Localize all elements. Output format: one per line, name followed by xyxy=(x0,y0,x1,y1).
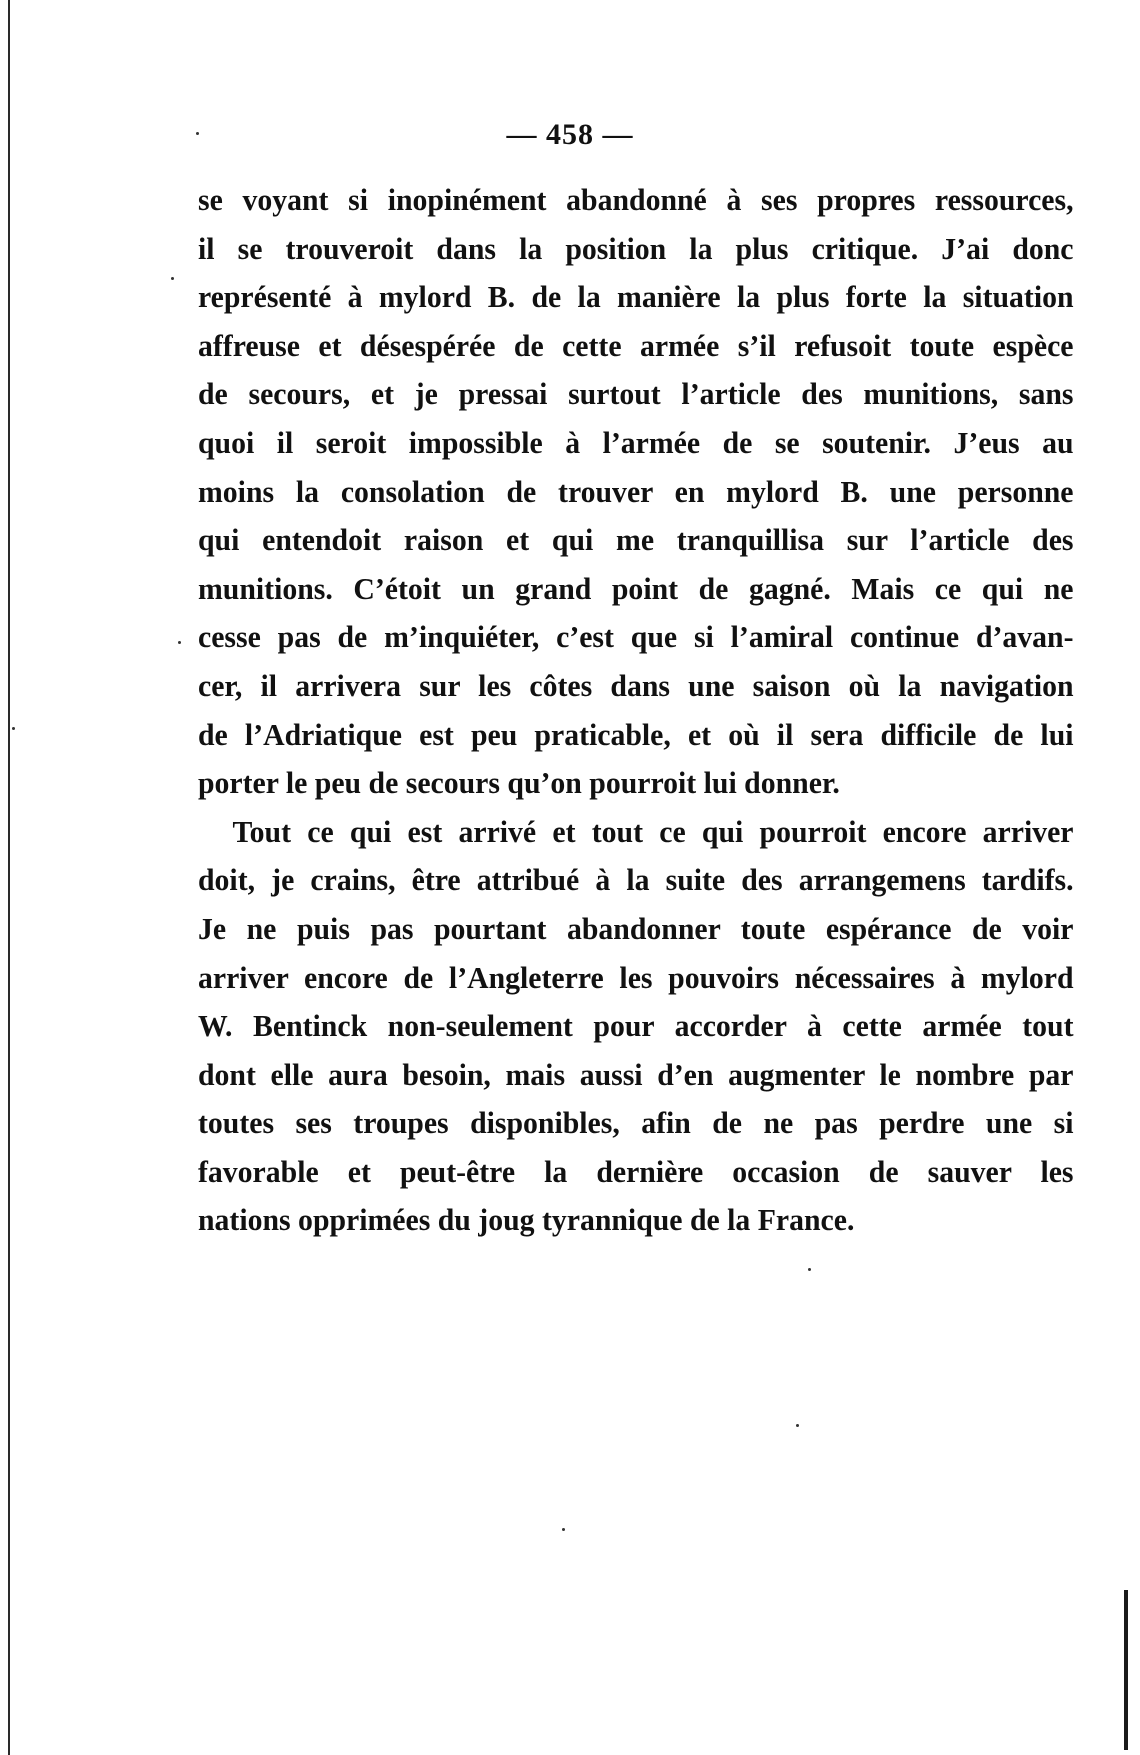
print-speck xyxy=(171,277,174,280)
body-text xyxy=(198,176,1074,1245)
print-speck xyxy=(562,1528,565,1531)
text-line: munitions. C’étoit un grand point de gagné. Mais ce qui ne xyxy=(198,570,1074,606)
text-line: porter le peu de secours qu’on pourroit lui donner. xyxy=(198,765,840,801)
text-line: se voyant si inopinément abandonné à ses propres ressources, xyxy=(198,182,1074,217)
text-line: moins la consolation de trouver en mylord B. une personne xyxy=(198,473,1074,509)
page-edge-left xyxy=(8,0,10,1755)
text-line: nations opprimées du joug tyrannique de la France. xyxy=(198,1202,855,1238)
text-line: favorable et peut-être la dernière occasion de sauver les xyxy=(198,1153,1074,1189)
paragraph-1 xyxy=(198,176,1074,808)
text-line: quoi il seroit impossible à l’armée de se soutenir. J’eus au xyxy=(198,424,1074,460)
text-line: cesse pas de m’inquiéter, c’est que si l’amiral continue d’avan- xyxy=(198,619,1074,655)
print-speck xyxy=(178,641,181,644)
text-line: Je ne puis pas pourtant abandonner toute espérance de voir xyxy=(198,910,1074,946)
print-speck xyxy=(196,132,199,135)
text-line: arriver encore de l’Angleterre les pouvoirs nécessaires à mylord xyxy=(198,959,1074,995)
text-line: il se trouveroit dans la position la plus critique. J’ai donc xyxy=(198,230,1074,266)
page-number: — 458 — xyxy=(506,118,634,151)
text-line: dont elle aura besoin, mais aussi d’en augmenter le nombre par xyxy=(198,1056,1074,1092)
text-line: représenté à mylord B. de la manière la plus forte la situation xyxy=(198,279,1074,315)
text-line: cer, il arrivera sur les côtes dans une saison où la navigation xyxy=(198,667,1074,703)
paragraph-2 xyxy=(198,808,1074,1245)
text-line: de secours, et je pressai surtout l’article des munitions, sans xyxy=(198,376,1074,412)
print-speck xyxy=(808,1268,811,1271)
text-line: toutes ses troupes disponibles, afin de ne pas perdre une si xyxy=(198,1105,1074,1141)
text-line: affreuse et désespérée de cette armée s’il refusoit toute espèce xyxy=(198,327,1074,363)
page-edge-mark xyxy=(1124,1590,1128,1750)
text-line: de l’Adriatique est peu praticable, et où il sera difficile de lui xyxy=(198,716,1074,752)
text-line: W. Bentinck non-seulement pour accorder à cette armée tout xyxy=(198,1008,1074,1044)
text-line: Tout ce qui est arrivé et tout ce qui pourroit encore arriver xyxy=(232,813,1074,849)
print-speck xyxy=(12,727,15,730)
text-line: doit, je crains, être attribué à la suite des arrangemens tardifs. xyxy=(198,862,1074,898)
print-speck xyxy=(796,1424,799,1427)
text-line: qui entendoit raison et qui me tranquillisa sur l’article des xyxy=(198,522,1074,558)
